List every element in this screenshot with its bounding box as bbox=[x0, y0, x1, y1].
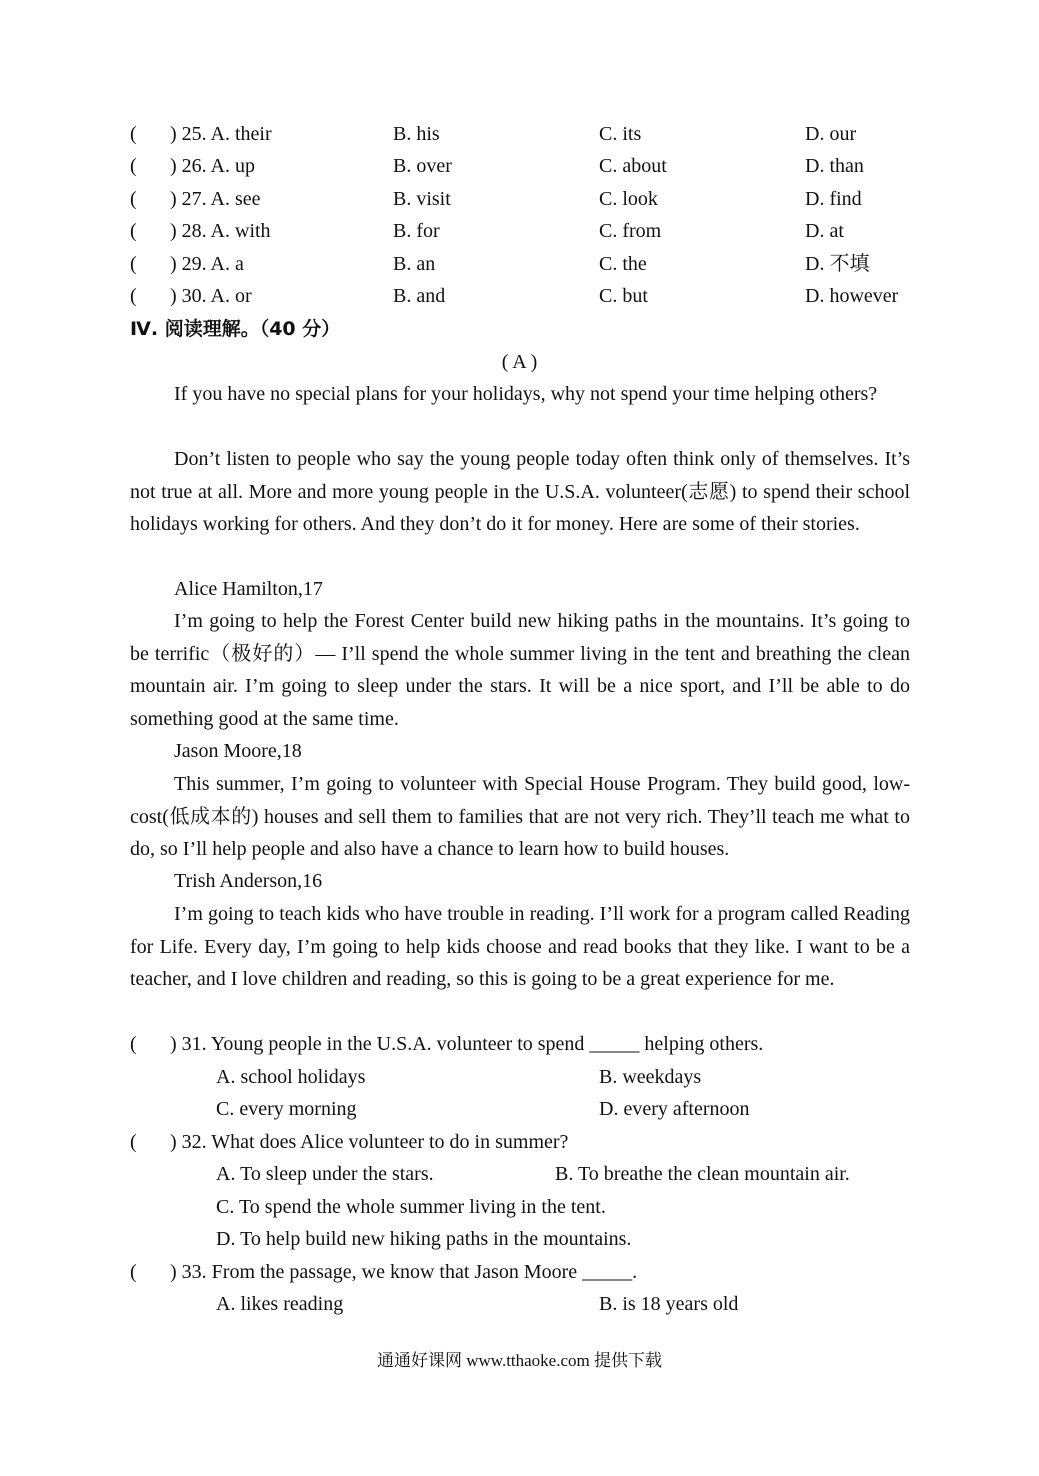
cloze-item bbox=[0, 215, 1039, 247]
question-32-option-d bbox=[0, 1223, 1039, 1255]
question-stem: ) 32. What does Alice volunteer to do in summer? bbox=[170, 1131, 569, 1153]
section-heading: Ⅳ. 阅读理解。（40 分） bbox=[130, 318, 341, 340]
question-32 bbox=[0, 1126, 1039, 1158]
question-31-options-row2 bbox=[0, 1093, 1039, 1125]
option-c: C. about bbox=[599, 155, 667, 177]
answer-paren: ( bbox=[130, 155, 137, 177]
option-b: B. and bbox=[393, 285, 446, 307]
option-d: D. than bbox=[805, 155, 864, 177]
cloze-item bbox=[0, 150, 1039, 182]
option-d: D. every afternoon bbox=[599, 1098, 750, 1120]
option-a: ) 25. A. their bbox=[170, 123, 272, 145]
option-b: B. his bbox=[393, 123, 440, 145]
option-b: B. for bbox=[393, 220, 440, 242]
option-a: ) 28. A. with bbox=[170, 220, 271, 242]
option-b: B. weekdays bbox=[599, 1066, 702, 1088]
option-d: D. however bbox=[805, 285, 899, 307]
speaker-name-trish: Trish Anderson,16 bbox=[174, 870, 323, 892]
option-c: C. look bbox=[599, 188, 658, 210]
answer-paren: ( bbox=[130, 188, 137, 210]
option-a: ) 30. A. or bbox=[170, 285, 252, 307]
question-31 bbox=[0, 1028, 1039, 1060]
option-a: ) 29. A. a bbox=[170, 253, 244, 275]
answer-paren: ( bbox=[130, 253, 137, 275]
option-d: D. find bbox=[805, 188, 862, 210]
question-31-options-row1 bbox=[0, 1061, 1039, 1093]
paragraph-context: Don’t listen to people who say the young people today often think only of themselves. It’s not true at all. More and more young people in the U.S.A. volunteer(志愿) to spend their school holidays working for others. And they don’t do it for money. Here are some of their stories. bbox=[130, 448, 910, 535]
option-c: C. the bbox=[599, 253, 647, 275]
answer-paren: ( bbox=[130, 1131, 137, 1153]
option-d: D. at bbox=[805, 220, 844, 242]
option-a: ) 26. A. up bbox=[170, 155, 255, 177]
option-d: D. To help build new hiking paths in the mountains. bbox=[216, 1228, 632, 1250]
paragraph-intro: If you have no special plans for your holidays, why not spend your time helping others? bbox=[174, 383, 878, 405]
option-c: C. but bbox=[599, 285, 648, 307]
option-a: A. To sleep under the stars. bbox=[216, 1163, 434, 1185]
paragraph-trish: I’m going to teach kids who have trouble in reading. I’ll work for a program called Reading for Life. Every day, I’m going to help kids choose and read books that they like. I want to be a teacher, and I love children and reading, so this is going to be a great experience for me. bbox=[130, 903, 910, 990]
option-b: B. over bbox=[393, 155, 452, 177]
option-a: A. school holidays bbox=[216, 1066, 366, 1088]
option-b: B. an bbox=[393, 253, 436, 275]
cloze-item bbox=[0, 183, 1039, 215]
option-d: D. 不填 bbox=[805, 253, 870, 275]
answer-paren: ( bbox=[130, 285, 137, 307]
passage-label: ( A ) bbox=[501, 351, 538, 373]
answer-paren: ( bbox=[130, 123, 137, 145]
question-32-options-row1 bbox=[0, 1158, 1039, 1190]
answer-paren: ( bbox=[130, 220, 137, 242]
question-32-option-c bbox=[0, 1191, 1039, 1223]
cloze-item bbox=[0, 118, 1039, 150]
speaker-name-jason: Jason Moore,18 bbox=[174, 740, 302, 762]
paragraph-jason: This summer, I’m going to volunteer with Special House Program. They build good, low-cost(低成本的) houses and sell them to families that are not very rich. They’ll teach me what to do, so I’ll help people and also have a chance to learn how to build houses. bbox=[130, 773, 910, 860]
cloze-item bbox=[0, 280, 1039, 312]
option-c: C. every morning bbox=[216, 1098, 357, 1120]
option-b: B. is 18 years old bbox=[599, 1293, 739, 1315]
paragraph-alice: I’m going to help the Forest Center build new hiking paths in the mountains. It’s going to be terrific（极好的）— I’ll spend the whole summer living in the tent and breathing the clean mountain air. I’m going to sleep under the stars. It will be a nice sport, and I’ll be able to do something good at the same time. bbox=[130, 610, 910, 730]
speaker-name-alice: Alice Hamilton,17 bbox=[174, 578, 323, 600]
option-c: C. from bbox=[599, 220, 662, 242]
option-d: D. our bbox=[805, 123, 857, 145]
cloze-item bbox=[0, 248, 1039, 280]
question-33-options-row1 bbox=[0, 1288, 1039, 1320]
option-b: B. visit bbox=[393, 188, 451, 210]
option-b: B. To breathe the clean mountain air. bbox=[555, 1163, 850, 1185]
option-a: ) 27. A. see bbox=[170, 188, 261, 210]
page-footer: 通通好课网 www.tthaoke.com 提供下载 bbox=[376, 1351, 663, 1370]
answer-paren: ( bbox=[130, 1261, 137, 1283]
option-a: A. likes reading bbox=[216, 1293, 344, 1315]
option-c: C. its bbox=[599, 123, 642, 145]
answer-paren: ( bbox=[130, 1033, 137, 1055]
question-stem: ) 31. Young people in the U.S.A. volunteer to spend _____ helping others. bbox=[170, 1033, 764, 1055]
question-stem: ) 33. From the passage, we know that Jason Moore _____. bbox=[170, 1261, 638, 1283]
question-33 bbox=[0, 1256, 1039, 1288]
option-c: C. To spend the whole summer living in the tent. bbox=[216, 1196, 606, 1218]
